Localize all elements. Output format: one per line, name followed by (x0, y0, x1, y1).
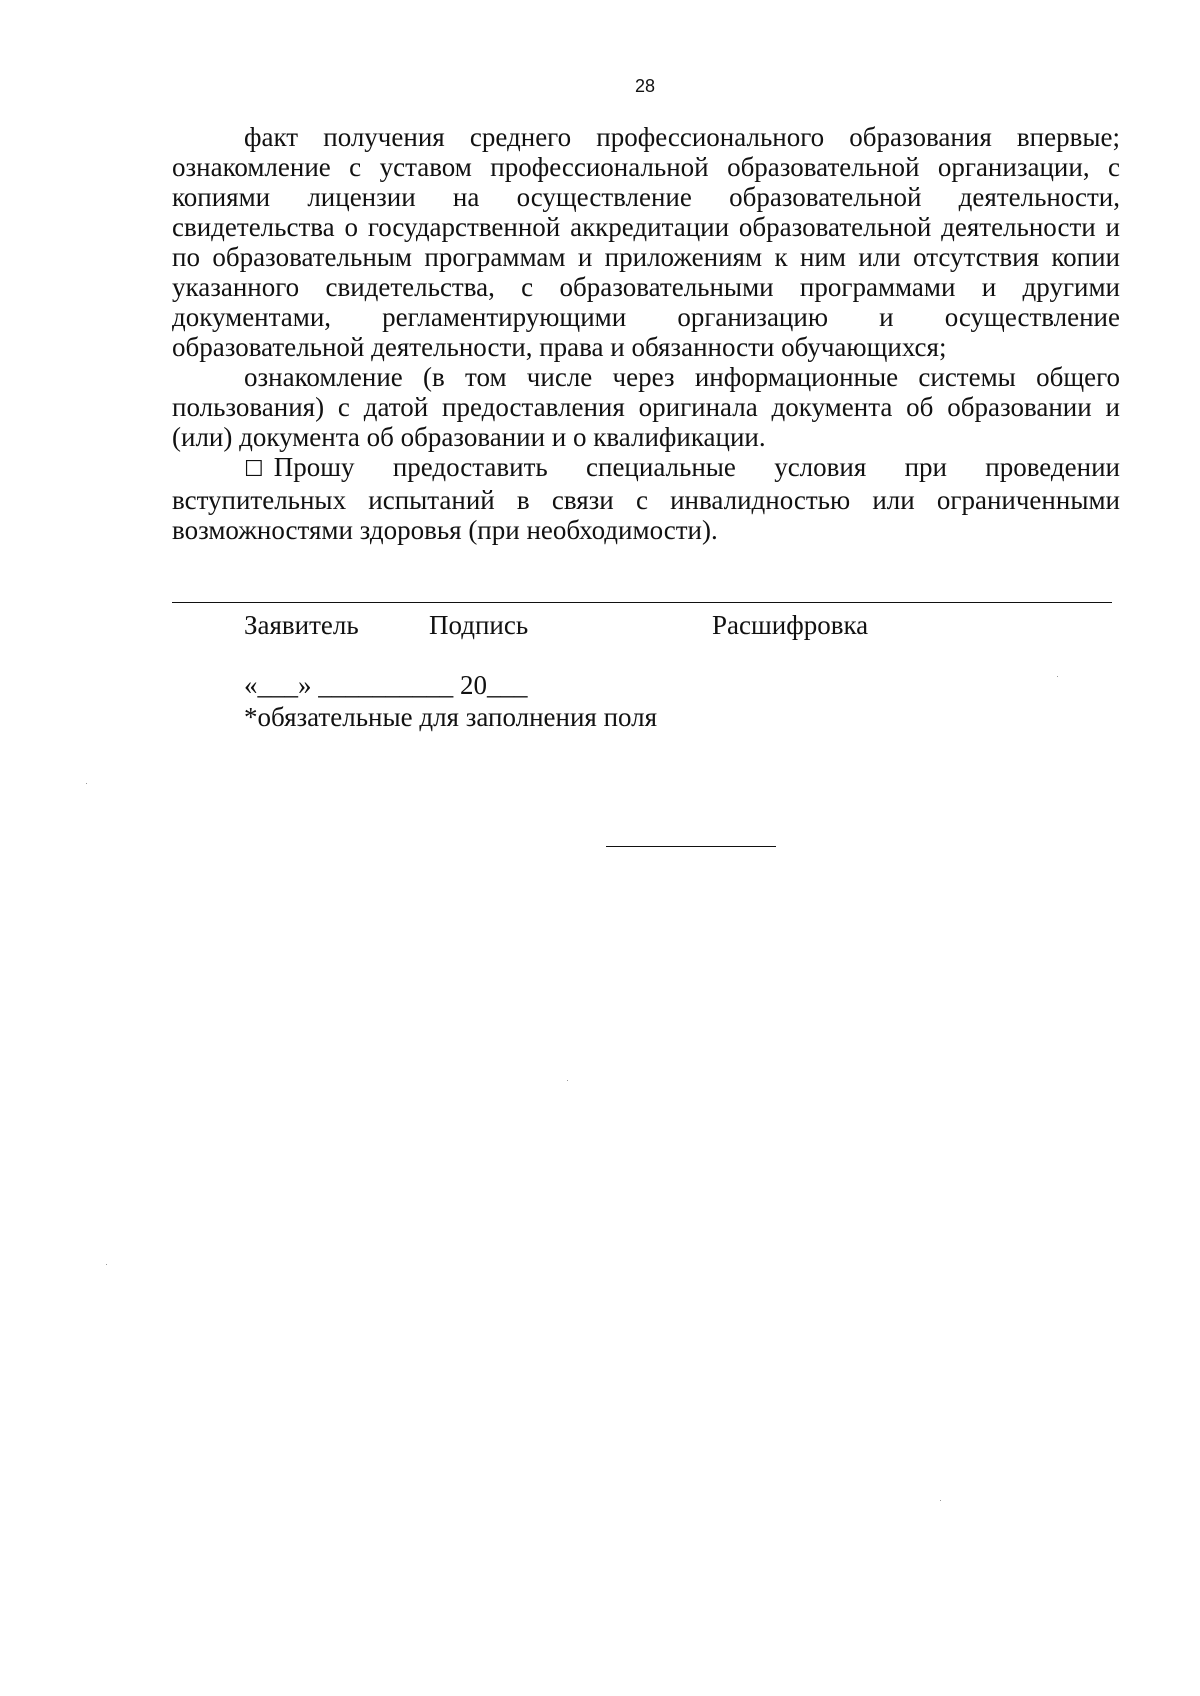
date-field: «___» __________ 20___ (244, 670, 528, 700)
decoding-label: Расшифровка (712, 610, 869, 640)
paragraph-special-conditions (172, 452, 1120, 545)
scan-speck (86, 783, 87, 784)
page-number: 28 (634, 76, 656, 96)
special-conditions-checkbox[interactable]: ☐ (244, 457, 264, 482)
signature-line (172, 602, 1112, 603)
document-body (172, 122, 1120, 545)
closing-line (606, 846, 776, 847)
signature-label: Подпись (429, 610, 529, 640)
scan-speck (106, 1264, 107, 1265)
scan-speck (567, 1080, 568, 1081)
scan-speck (1057, 676, 1058, 677)
paragraph-consent: факт получения среднего профессионального образования впервые; ознакомление с уставом профессиональной образовательной организации, с копиями лицензии на осуществление образовательной деятельности, свидетельства о государственной аккредитации образовательной деятельности и по образовательным программам и приложениям к ним или отсутствия копии указанного свидетельства, с образовательными программами и другими документами, регламентирующими организацию и осуществление образовательной деятельности, права и обязанности обучающихся; (172, 122, 1120, 362)
special-conditions-text: Прошу предоставить специальные условия при проведении вступительных испытаний в связи с инвалидностью или ограниченными возможностями здоровья (при необходимости). (172, 452, 1120, 545)
paragraph-original-date: ознакомление (в том числе через информационные системы общего пользования) с датой предоставления оригинала документа об образовании и (или) документа об образовании и о квалификации. (172, 362, 1120, 452)
applicant-label: Заявитель (244, 610, 359, 640)
scan-speck (940, 1500, 941, 1501)
required-fields-note: *обязательные для заполнения поля (244, 702, 658, 732)
